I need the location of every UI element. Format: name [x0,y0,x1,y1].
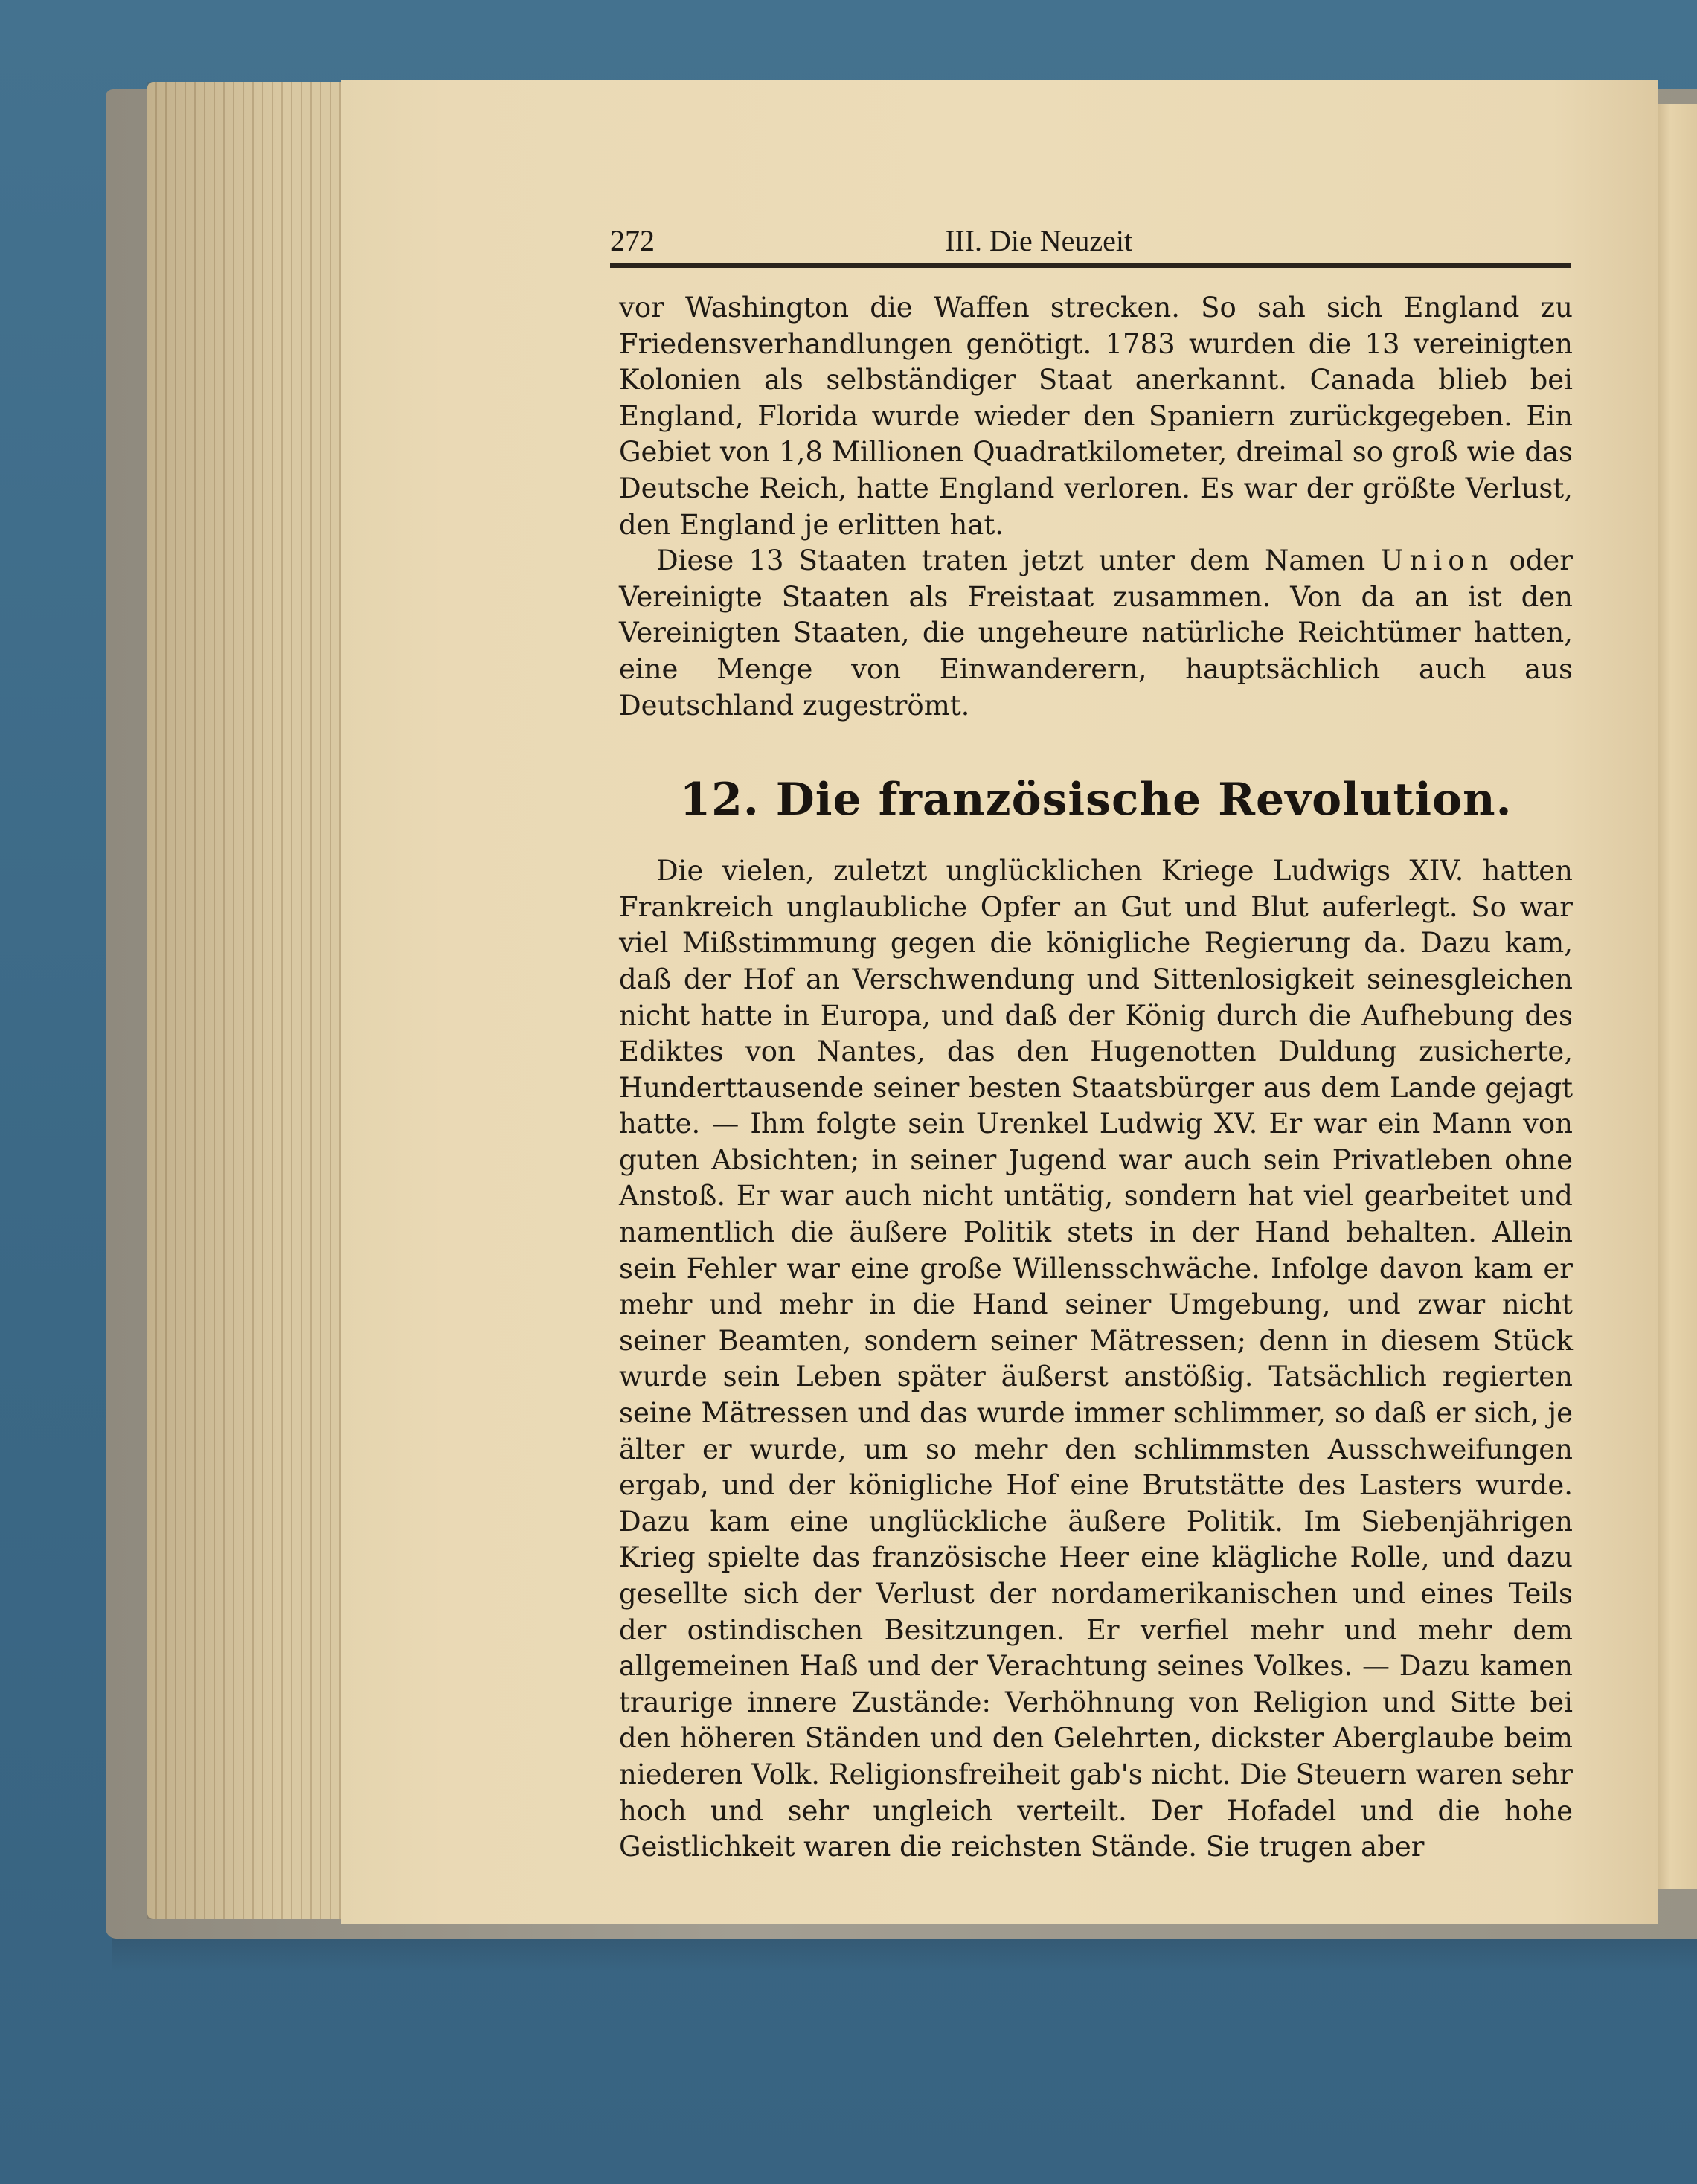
page-header [610,220,1571,268]
union-spaced-word: Union [1380,545,1495,577]
page-stack-shade [147,82,342,1919]
paragraph-2-end: oder Vereinigte Staaten als Freistaat zusammen. Von da an ist den Vereinigten Staaten, die ungeheure natürliche Reichtümer hatten, eine Menge von Einwanderern, hauptsächlich auch aus Deutschland zugeströmt. [619,545,1573,722]
running-head: III. Die Neuzeit [945,224,1133,257]
page-number: 272 [610,224,655,257]
page-text [619,290,1573,1866]
paragraph-3: Die vielen, zuletzt unglücklichen Kriege Ludwigs XIV. hatten Frankreich unglaubliche Opfer an Gut und Blut auferlegt. So war viel Mißstimmung gegen die königliche Regierung da. Dazu kam, daß der Hof an Verschwendung und Sittenlosigkeit seinesgleichen nicht hatte in Europa, und daß der König durch die Aufhebung des Ediktes von Nantes, das den Hugenotten Duldung zusicherte, Hunderttausende seiner besten Staatsbürger aus dem Lande gejagt hatte. — Ihm folgte sein Urenkel Ludwig XV. Er war ein Mann von guten Absichten; in seiner Jugend war auch sein Privatleben ohne Anstoß. Er war auch nicht untätig, sondern hat viel gearbeitet und namentlich die äußere Politik stets in der Hand behalten. Allein sein Fehler war eine große Willensschwäche. Infolge davon kam er mehr und mehr in die Hand seiner Umgebung, und zwar nicht seiner Beamten, sondern seiner Mätressen; denn in diesem Stück wurde sein Leben später äußerst anstößig. Tatsächlich regierten seine Mätressen und das wurde immer schlimmer, so daß er sich, je älter er wurde, um so mehr den schlimmsten Ausschweifungen ergab, und der königliche Hof eine Brutstätte des Lasters wurde. Dazu kam eine unglückliche äußere Politik. Im Siebenjährigen Krieg spielte das französische Heer eine klägliche Rolle, und dazu gesellte sich der Verlust der nordamerikanischen und eines Teils der ostindischen Besitzungen. Er verfiel mehr und mehr dem allgemeinen Haß und der Verachtung seines Volkes. — Dazu kamen traurige innere Zustände: Verhöhnung von Religion und Sitte bei den höheren Ständen und den Gelehrten, dickster Aberglaube beim niederen Volk. Religionsfreiheit gab's nicht. Die Steuern waren sehr hoch und sehr ungleich verteilt. Der Hofadel und die hohe Geistlichkeit waren die reichsten Stände. Sie trugen aber [619,855,1573,1863]
paragraph-2 [619,543,1573,724]
header-rule [610,263,1571,268]
paragraph-2-start: Diese 13 Staaten traten jetzt unter dem Namen [656,545,1381,577]
paragraph-1: vor Washington die Waffen strecken. So sah sich England zu Friedensverhandlungen genötigt. 1783 wurden die 13 vereinigten Kolonien als selbständiger Staat anerkannt. Canada blieb bei England, Florida wurde wieder den Spaniern zurückgegeben. Ein Gebiet von 1,8 Millionen Quadratkilometer, dreimal so groß wie das Deutsche Reich, hatte England verloren. Es war der größte Verlust, den England je erlitten hat. [619,292,1573,541]
section-heading: 12. Die französische Revolution. [679,774,1512,826]
facing-page-edge [1653,104,1697,1889]
